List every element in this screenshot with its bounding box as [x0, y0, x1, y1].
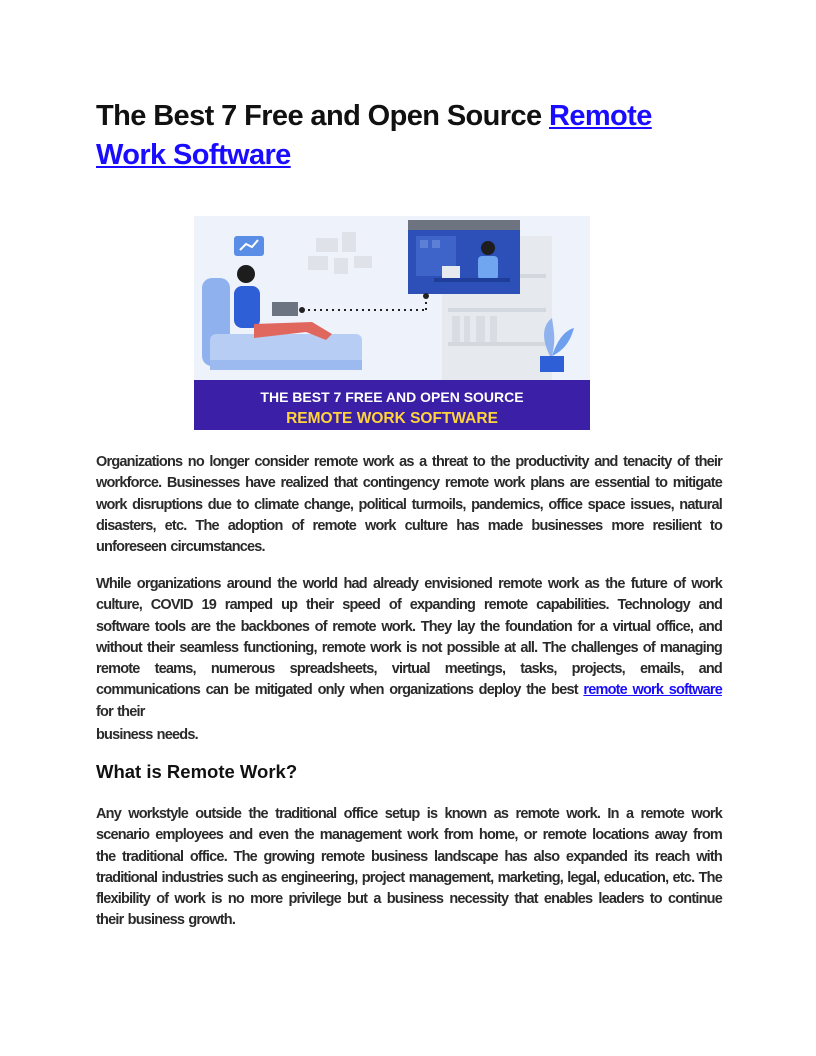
paragraph-last-line: business needs. [96, 727, 198, 744]
title-text: The Best 7 Free and Open Source [96, 100, 549, 132]
paragraph-text: While organizations around the world had already envisioned remote work as the future of work culture, COVID 19 ramped up their speed of expanding remote capabilities. Technology and software tools are the backbones of remote work. They lay the foundation for a virtual office, and without their seamless functioning, remote work is not possible at all. The challenges of managing remote teams, numerous spreadsheets, virtual meetings, tasks, projects, emails, and communications can be mitigated only when organizations deploy the best [96, 576, 722, 699]
section-heading: What is Remote Work? [96, 761, 298, 782]
hero-illustration [194, 216, 590, 430]
banner-line-2: REMOTE WORK SOFTWARE [286, 410, 498, 427]
title-link[interactable]: Remote Work Software [96, 100, 652, 171]
body-paragraph [96, 574, 722, 746]
page-title [96, 97, 722, 175]
remote-work-software-link[interactable]: remote work software [583, 682, 722, 699]
banner-line-1: THE BEST 7 FREE AND OPEN SOURCE [260, 389, 524, 405]
remote-work-paragraph: Any workstyle outside the traditional office setup is known as remote work. In a remote work scenario employees and even the management work from home, or remote locations away from the traditional office. The growing remote business landscape has also expanded its reach with traditional industries such as engineering, project management, marketing, legal, education, etc. The flexibility of work is no more privilege but a business necessity that enables leaders to continue their business growth. [96, 806, 722, 929]
intro-paragraph: Organizations no longer consider remote work as a threat to the productivity and tenacity of their workforce. Businesses have realized that contingency remote work plans are essential to mitigate work disruptions due to climate change, political turmoils, pandemics, office space issues, natural disasters, etc. The adoption of remote work culture has made businesses more resilient to unforeseen circumstances. [96, 454, 722, 556]
paragraph-text-end: for their [96, 703, 145, 720]
